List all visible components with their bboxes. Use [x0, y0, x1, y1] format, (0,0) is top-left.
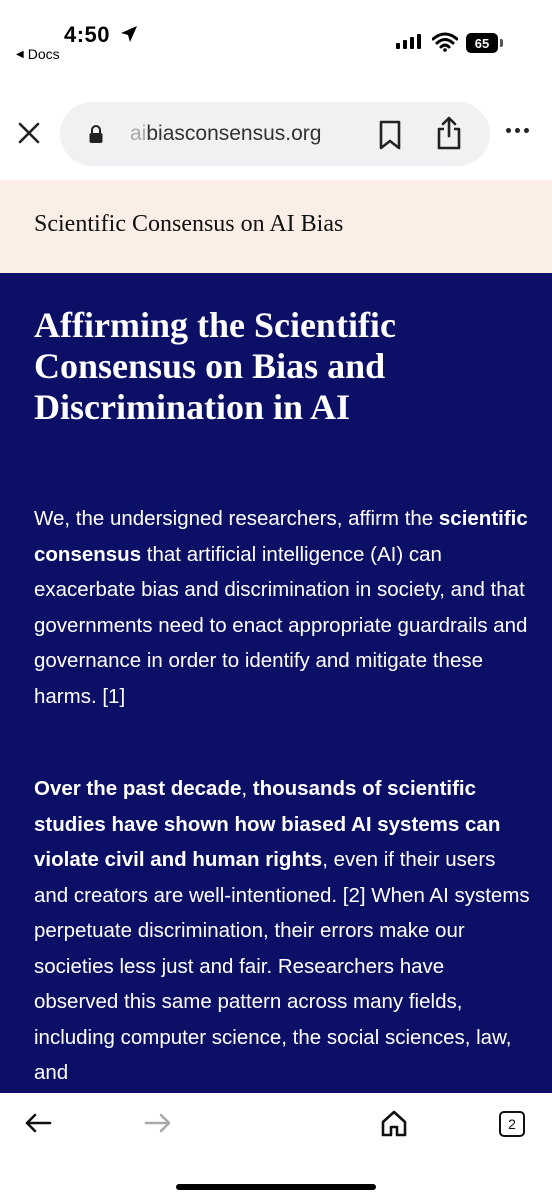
main-content	[0, 273, 552, 1093]
cellular-signal-icon	[396, 34, 421, 49]
p2-text-b: ,	[241, 777, 253, 800]
battery-level: 65	[474, 35, 490, 51]
battery-icon	[466, 33, 498, 53]
p2-bold-a: Over the past decade	[34, 777, 242, 800]
address-bar[interactable]	[60, 102, 490, 166]
p1-bold-consensus: scientific consensus	[34, 507, 528, 566]
location-arrow-icon	[120, 25, 138, 48]
url-faded-part: ai	[130, 122, 147, 145]
battery-tip	[500, 39, 503, 47]
url-main-part: biasconsensus.org	[146, 122, 322, 145]
more-dot	[515, 128, 520, 133]
site-header	[0, 180, 552, 273]
back-triangle-icon: ◀	[16, 48, 24, 60]
p2-bold-c: thousands of scientific studies have shown how biased AI systems can violate civil and human rights	[34, 777, 501, 871]
back-arrow-icon	[24, 1111, 52, 1135]
home-icon	[380, 1109, 408, 1137]
lock-icon	[88, 124, 104, 149]
browser-top-bar	[0, 80, 552, 180]
site-title-link[interactable]: Scientific Consensus on AI Bias	[34, 211, 344, 237]
more-options-button[interactable]	[506, 128, 529, 133]
paragraph-1	[34, 501, 534, 714]
status-bar	[0, 0, 552, 80]
forward-arrow-icon	[144, 1111, 172, 1135]
tab-count: 2	[508, 1116, 516, 1132]
bookmark-button[interactable]	[378, 120, 406, 150]
paragraph-2	[34, 771, 534, 1091]
more-dot	[506, 128, 511, 133]
wifi-icon	[432, 32, 458, 57]
back-button[interactable]	[24, 1111, 52, 1140]
tabs-button[interactable]	[499, 1111, 525, 1137]
more-dot	[524, 128, 529, 133]
share-button[interactable]	[436, 116, 466, 150]
back-to-app-button[interactable]	[16, 46, 60, 62]
p2-text-d: , even if their users and creators are well-intentioned. [2] When AI systems perpetuate discrimination, their errors make our societies less just and fair. Researchers have observed this same pattern across many fields, including computer science, the social sciences, law, and	[34, 848, 530, 1084]
bookmark-icon	[378, 120, 402, 150]
close-icon	[18, 122, 40, 144]
home-button[interactable]	[380, 1109, 408, 1142]
close-button[interactable]	[14, 118, 44, 148]
forward-button[interactable]	[144, 1111, 172, 1140]
share-icon	[436, 116, 462, 150]
p1-text-a: We, the undersigned researchers, affirm the	[34, 507, 439, 530]
back-app-label: Docs	[27, 46, 60, 62]
home-indicator[interactable]	[176, 1184, 376, 1190]
p1-text-c: that artificial intelligence (AI) can exacerbate bias and discrimination in society, and that governments need to enact appropriate guardrails and governance in order to identify and mitigate these harms. [1]	[34, 542, 528, 708]
bottom-toolbar	[0, 1093, 552, 1200]
url-text	[130, 122, 321, 146]
page-headline: Affirming the Scientific Consensus on Bias and Discrimination in AI	[34, 305, 396, 427]
status-time: 4:50	[64, 22, 111, 47]
